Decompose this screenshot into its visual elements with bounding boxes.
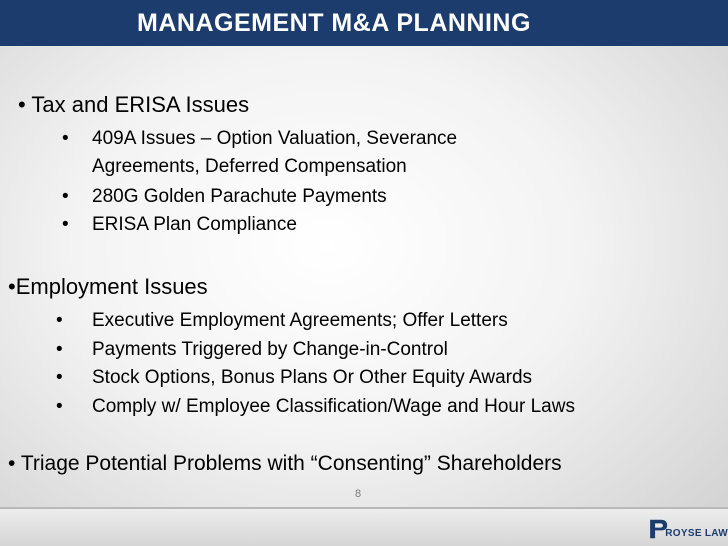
section-heading-triage bbox=[8, 452, 562, 476]
list-item-text-line: Agreements, Deferred Compensation bbox=[92, 156, 407, 177]
list-item bbox=[62, 128, 457, 150]
list-item-text-line: Payments Triggered by Change-in-Control bbox=[92, 339, 448, 360]
bullet-icon: • bbox=[62, 186, 69, 207]
bullet-icon: • bbox=[8, 274, 16, 299]
list-item bbox=[62, 186, 387, 208]
list-item bbox=[56, 396, 575, 418]
section-heading-label: Employment Issues bbox=[15, 274, 208, 299]
list-item bbox=[62, 214, 297, 236]
list-item-continuation bbox=[62, 156, 407, 178]
bullet-icon: • bbox=[18, 92, 26, 117]
list-item-text-line: 280G Golden Parachute Payments bbox=[92, 186, 387, 207]
section-heading-label: Tax and ERISA Issues bbox=[31, 92, 250, 117]
bullet-icon: • bbox=[56, 367, 63, 388]
section-heading-label: Triage Potential Problems with “Consenting” Shareholders bbox=[20, 452, 562, 475]
bullet-icon: • bbox=[8, 452, 16, 475]
bullet-icon: • bbox=[56, 339, 63, 360]
bullet-icon: • bbox=[62, 128, 69, 149]
list-item bbox=[56, 367, 532, 389]
list-item bbox=[56, 310, 508, 332]
list-item-text-line: Comply w/ Employee Classification/Wage and Hour Laws bbox=[92, 396, 575, 417]
list-item-text-line: 409A Issues – Option Valuation, Severance bbox=[92, 128, 458, 149]
list-item-text-line: Stock Options, Bonus Plans Or Other Equity Awards bbox=[92, 367, 533, 388]
bullet-icon: • bbox=[56, 310, 63, 331]
section-heading-tax bbox=[18, 92, 249, 118]
list-item bbox=[56, 339, 448, 361]
list-item-text-line: Executive Employment Agreements; Offer Letters bbox=[92, 310, 508, 331]
slide-title: MANAGEMENT M&A PLANNING bbox=[137, 8, 531, 37]
bullet-icon: • bbox=[62, 214, 69, 235]
section-heading-employment bbox=[8, 274, 208, 300]
royse-law-logo bbox=[648, 514, 728, 544]
page-number: 8 bbox=[355, 488, 362, 500]
list-item-text-line: ERISA Plan Compliance bbox=[92, 214, 297, 235]
bullet-icon: • bbox=[56, 396, 63, 417]
footer-bar bbox=[0, 509, 728, 546]
logo-text: ROYSE LAW bbox=[665, 527, 728, 539]
